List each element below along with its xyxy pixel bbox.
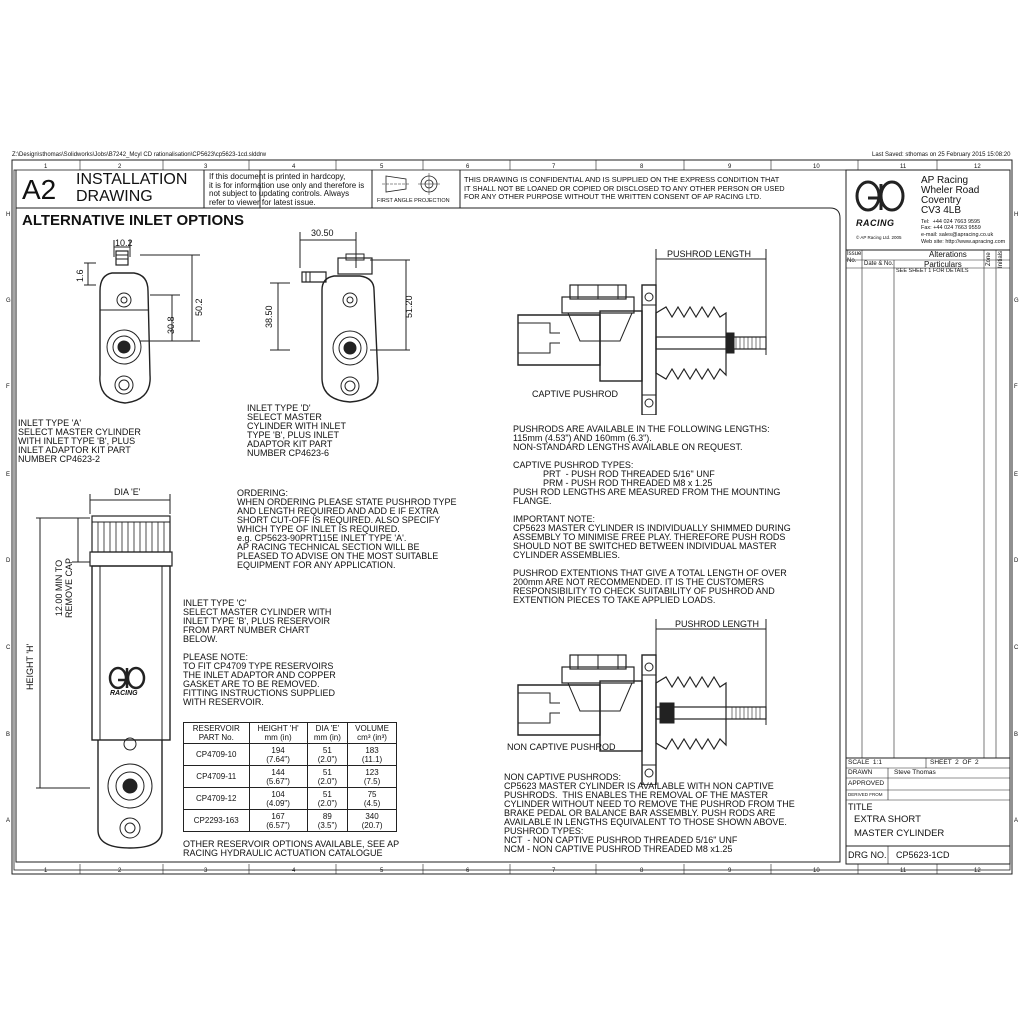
grid-col-10: 10 [813,164,820,170]
grid-col-7-bottom: 7 [552,868,556,874]
inlet-a-dim-offset: 1.6 [75,269,85,282]
rev-date-no: Date & No. [864,261,894,267]
grid-row-h-right: H [1014,212,1019,218]
rev-alterations: Alterations [929,250,967,259]
inlet-d-dim-width: 30.50 [311,228,334,238]
grid-row-a-right: A [1014,818,1019,824]
inlet-d-dim-height-2: 51.20 [404,295,414,318]
grid-col-2: 2 [118,164,122,170]
inlet-d-dim-height-1: 38.50 [264,305,274,328]
drg-number: CP5623-1CD [896,850,950,860]
grid-col-8: 8 [640,164,644,170]
inlet-a-dim-height-2: 50.2 [194,298,204,316]
table-cell: 194 (7.64") [249,744,307,766]
company-address-1: Wheler Road [921,185,980,196]
confidential-note: THIS DRAWING IS CONFIDENTIAL AND IS SUPPLIED ON THE EXPRESS CONDITION THAT IT SHALL NOT BE LOANED OR COPIED OR DISCLOSED TO ANY OTHER PERSON OR USED FOR ANY OTHER PURPOSE WITHOUT THE WRITTEN CONSENT OF AP RACING LTD. [464,175,785,201]
table-cell: 51 (2.0") [307,744,347,766]
table-header-volume: VOLUME cm³ (in³) [348,723,397,744]
scale: SCALE 1:1 [848,759,882,766]
captive-pushrod-length: PUSHROD LENGTH [667,249,752,259]
grid-row-d: D [6,558,11,564]
rev-particulars: Particulars [924,260,962,269]
grid-col-4: 4 [292,164,296,170]
drawn-label: DRAWN [848,769,873,776]
grid-col-4-bottom: 4 [292,868,296,874]
grid-row-h: H [6,212,11,218]
rev-first-entry: SEE SHEET 1 FOR DETAILS [896,268,969,274]
table-cell: CP4709-10 [184,744,250,766]
grid-col-10-bottom: 10 [813,868,820,874]
rev-issue-no: Issue No. [847,251,862,264]
grid-col-8-bottom: 8 [640,868,644,874]
grid-col-12: 12 [974,164,981,170]
copyright: © AP Racing Ltd. 2005 [856,235,902,240]
grid-col-11: 11 [900,164,907,170]
grid-col-6: 6 [466,164,470,170]
company-web: Web site: http://www.apracing.com [921,239,1006,245]
drawing-title-2: MASTER CYLINDER [854,828,945,839]
other-reservoirs-text: OTHER RESERVOIR OPTIONS AVAILABLE, SEE AP RACING HYDRAULIC ACTUATION CATALOGUE [183,839,400,858]
grid-col-6-bottom: 6 [466,868,470,874]
title-line-2: DRAWING [76,188,153,205]
grid-col-12-bottom: 12 [974,868,981,874]
grid-col-5-bottom: 5 [380,868,384,874]
inlet-type-a-drawing [70,235,220,415]
pushrod-notes: PUSHRODS ARE AVAILABLE IN THE FOLLOWING LENGTHS: 115mm (4.53") AND 160mm (6.3"). NON-STANDARD LENGTHS AVAILABLE ON REQUEST. CAPTIVE PUSHROD TYPES: PRT - PUSH ROD THREADED 5/16" UNF PRM - PUSH ROD THREADED M8 x 1.25 PUSH ROD LENGTHS ARE MEASURED FROM THE MOUNTING FLANGE. IMPORTANT NOTE: CP5623 MASTER CYLINDER IS INDIVIDUALLY SHIMMED DURING ASSEMBLY TO MINIMISE FREE PLAY. THEREFORE PUSH RODS SHOULD NOT BE SWITCHED BETWEEN INDIVIDUAL MASTER CYLINDER ASSEMBLIES. PUSHROD EXTENTIONS THAT GIVE A TOTAL LENGTH OF OVER 200mm ARE NOT RECOMMENDED. IT IS THE CUSTOMERS RESPONSIBILITY TO CHECK SUITABILITY OF PUSHROD AND EXTENTION PIECES TO TAKE APPLIED LOADS. [513,424,791,605]
non-captive-notes: NON CAPTIVE PUSHRODS: CP5623 MASTER CYLINDER IS AVAILABLE WITH NON CAPTIVE PUSHRODS. THIS ENABLES THE REMOVAL OF THE MASTER CYLINDER WITHOUT NEED TO REMOVE THE PUSHROD FROM THE BRAKE PEDAL OR BALANCE BAR ASSEMBLY. PUSH RODS ARE AVAILABLE IN LENGTHS EQUIVALENT TO THOSE SHOWN ABOVE. PUSHROD TYPES: NCT - NON CAPTIVE PUSHROD THREADED 5/16" UNF NCM - NON CAPTIVE PUSHROD THREADED M8 x1.25 [504,772,795,854]
company-tel: Tel: +44 024 7663 9595 [921,219,981,225]
drawn-value: Steve Thomas [894,769,936,776]
reservoir-table [183,722,397,832]
grid-row-d-right: D [1014,558,1019,564]
approved-label: APPROVED [848,780,885,787]
table-cell: CP4709-11 [184,766,250,788]
inlet-d-text: INLET TYPE 'D' SELECT MASTER CYLINDER WITH INLET TYPE 'B', PLUS INLET ADAPTOR KIT PART NUMBER CP4623-6 [247,403,347,458]
table-header-part: RESERVOIR PART No. [184,723,250,744]
non-captive-pushrod-length: PUSHROD LENGTH [675,619,760,629]
table-header-dia: DIA 'E' mm (in) [307,723,347,744]
hardcopy-note: If this document is printed in hardcopy, it is for information use only and therefore is not subject to updating controls. Always refer to viewer for latest issue. [209,172,365,207]
table-row [184,810,397,832]
grid-col-3-bottom: 3 [204,868,208,874]
grid-row-g: G [6,298,11,304]
grid-row-a: A [6,818,11,824]
table-cell: 123 (7.5) [348,766,397,788]
captive-pushrod-label: CAPTIVE PUSHROD [532,389,619,399]
company-name: AP Racing [921,175,969,186]
table-cell: CP4709-12 [184,788,250,810]
table-row [184,788,397,810]
grid-row-c-right: C [1014,645,1019,651]
table-cell: 89 (3.5") [307,810,347,832]
drg-label: DRG NO. [848,850,887,860]
grid-row-e-right: E [1014,472,1019,478]
title-line-1: INSTALLATION [76,171,188,188]
table-cell: 104 (4.09") [249,788,307,810]
table-row [184,744,397,766]
non-captive-pushrod-label: NON CAPTIVE PUSHROD [507,742,616,752]
page-title: ALTERNATIVE INLET OPTIONS [22,212,244,229]
grid-col-1: 1 [44,164,48,170]
grid-col-7: 7 [552,164,556,170]
title-label: TITLE [848,802,873,812]
grid-col-5: 5 [380,164,384,170]
ordering-text: ORDERING: WHEN ORDERING PLEASE STATE PUSHROD TYPE AND LENGTH REQUIRED AND ADD E IF EXTRA SHORT CUT-OFF IS REQUIRED. ALSO SPECIFY WHICH TYPE OF INLET IS REQUIRED. e.g. CP5623-90PRT115E INLET TYPE 'A'. AP RACING TECHNICAL SECTION WILL BE PLEASED TO ADVISE ON THE MOST SUITABLE EQUIPMENT FOR ANY APPLICATION. [237,488,457,570]
dia-e-label: DIA 'E' [114,487,141,497]
file-path: Z:\Design\sthomas\Solidworks\Jobs\B7242_Mcyl CD rationalisation\CP5623\cp5623-1cd.slddrw [12,152,267,158]
grid-col-9: 9 [728,164,732,170]
grid-row-g-right: G [1014,298,1019,304]
grid-col-1-bottom: 1 [44,868,48,874]
grid-col-3: 3 [204,164,208,170]
company-address-2: Coventry [921,195,962,206]
company-fax: Fax: +44 024 7663 9559 [921,225,981,231]
grid-row-f-right: F [1014,384,1018,390]
grid-col-11-bottom: 11 [900,868,907,874]
table-cell: 144 (5.67") [249,766,307,788]
company-email: e-mail: sales@apracing.co.uk [921,232,994,238]
table-header-row [184,723,397,744]
logo-racing: RACING [856,218,895,228]
grid-row-b-right: B [1014,732,1019,738]
grid-row-e: E [6,472,11,478]
drawing-title-1: EXTRA SHORT [854,814,921,825]
table-header-height: HEIGHT 'H' mm (in) [249,723,307,744]
inlet-c-text: INLET TYPE 'C' SELECT MASTER CYLINDER WITH INLET TYPE 'B', PLUS RESERVOIR FROM PART NUMBER CHART BELOW. PLEASE NOTE: TO FIT CP4709 TYPE RESERVOIRS THE INLET ADAPTOR AND COPPER GASKET ARE TO BE REMOVED. FITTING INSTRUCTIONS SUPPLIED WITH RESERVOIR. [183,598,336,707]
table-cell: 51 (2.0") [307,788,347,810]
inlet-a-text: INLET TYPE 'A' SELECT MASTER CYLINDER WITH INLET TYPE 'B', PLUS INLET ADAPTOR KIT PART NUMBER CP4623-2 [18,418,141,464]
grid-col-9-bottom: 9 [728,868,732,874]
inlet-type-d-drawing [260,228,420,408]
grid-col-2-bottom: 2 [118,868,122,874]
table-cell: 183 (11.1) [348,744,397,766]
height-h-label: HEIGHT 'H' [25,643,35,690]
table-cell: 340 (20.7) [348,810,397,832]
table-cell: 75 (4.5) [348,788,397,810]
derived-from-label: DERIVED FROM [848,792,883,797]
table-cell: CP2293-163 [184,810,250,832]
sheet-size: A2 [22,174,57,205]
inlet-a-dim-width: 10.2 [115,238,133,248]
non-captive-pushrod-drawing [510,615,780,785]
rev-zone: Zone [986,252,992,266]
last-saved: Last Saved: sthomas on 25 February 2015 15:08:20 [872,152,1011,158]
inlet-a-dim-height-1: 30.8 [166,316,176,334]
reservoir-logo-text: RACING [110,690,138,697]
sheet-number: SHEET 2 OF 2 [930,759,979,766]
grid-row-f: F [6,384,10,390]
table-cell: 167 (6.57") [249,810,307,832]
table-cell: 51 (2.0") [307,766,347,788]
grid-row-c: C [6,645,11,651]
rev-initials: Initials [998,250,1004,268]
projection-label: FIRST ANGLE PROJECTION [377,198,450,204]
company-address-3: CV3 4LB [921,205,962,216]
table-row [184,766,397,788]
remove-cap-label: 12.00 MIN TO REMOVE CAP [54,557,74,618]
grid-row-b: B [6,732,11,738]
reservoir-drawing [34,487,184,850]
